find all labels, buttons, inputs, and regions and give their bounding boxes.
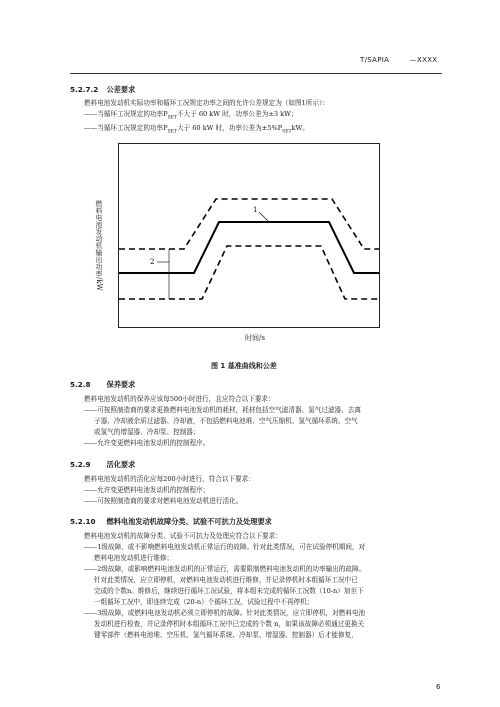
paragraph-line: 一组循环工况中，即连续完成（20-n）个循环工况，试验过程中不再停机； [94, 598, 314, 606]
section-title: 活化要求 [106, 460, 136, 469]
section-body [84, 394, 444, 449]
subscript: SET [167, 115, 177, 121]
section-number: 5.2.7.2 [70, 85, 99, 94]
header-rule [70, 73, 442, 74]
figure-x-label: 时间/s [245, 334, 265, 342]
callout-1-leader [259, 212, 269, 222]
paragraph-line: 键零部件（燃料电池堆、空压机、氢气循环系统、冷却泵、增湿器、控制器）后才能修复， [94, 631, 358, 639]
section-heading [70, 517, 272, 527]
reference-curve [119, 222, 379, 273]
paragraph-line: 针对此类情况，应立即停机，对燃料电池发动机进行维修，并记录停机时本组循环工况中已 [94, 576, 358, 584]
paragraph-line: 完成的个数n。维修后，继续进行循环工况试验，将本组未完成的循环工况数（10-n）加至下 [94, 587, 364, 595]
section-heading [70, 380, 135, 390]
callout-2-label: 2 [150, 258, 155, 266]
standard-number: —XXXX [409, 56, 438, 64]
figure-y-label: 燃料电池发动机输出功率/kW [95, 199, 103, 291]
section-number: 5.2.9 [70, 460, 91, 469]
section-title: 公差要求 [106, 85, 136, 94]
figure-frame [118, 143, 380, 328]
section-body [84, 531, 444, 641]
paragraph-line: ——1级故障，或不影响燃料电池发动机正常运行的故障。针对此类情况，可在试验停机期间，对 [84, 543, 366, 551]
paragraph-line: 发动机进行检查，并记录停机时本组循环工况中已完成的个数 n，如果该故障必须通过更换关 [94, 620, 365, 628]
paragraph-line: ——可按照制造商的要求对燃料电池发动机进行活化。 [84, 497, 243, 505]
section-body [84, 98, 444, 138]
section-title: 燃料电池发动机故障分类、试验不可抗力及处理要求 [106, 517, 272, 526]
paragraph-line: ——允许变更燃料电池发动机的控制程序。 [84, 439, 210, 447]
line-lead: ——当循环工况规定的功率P [84, 124, 168, 133]
paragraph-line: 燃料电池发动机实际功率和循环工况规定功率之间的允许公差规定为（如图1所示）： [84, 99, 329, 107]
paragraph-line: ——3级故障，或燃料电池发动机必须立即停机的故障。针对此类情况，应立即停机，对燃料电池 [84, 609, 366, 617]
paragraph-line: 燃料电池发动机的保养应该每500小时进行，且应符合以下要求： [84, 395, 275, 403]
section-number: 5.2.8 [70, 380, 91, 389]
line-rest: 不大于 60 kW 时，功率公差为±3 kW； [176, 110, 298, 118]
callout-1-label: 1 [253, 206, 258, 214]
paragraph-line [84, 123, 444, 137]
paragraph-line: 燃料电池发动机的活化应每200小时进行，符合以下要求： [84, 475, 255, 483]
paragraph-line: 子器、冷却液余质过滤器、冷却液，不包括燃料电池堆、空气压缩机、氢气循环系统、空气 [94, 417, 358, 425]
section-title: 保养要求 [106, 380, 136, 389]
paragraph-line: 或氢气的增湿器、冷却泵、控制器； [94, 428, 200, 436]
paragraph-line: ——2级故障，或影响燃料电池发动机的正常运行，需要限制燃料电池发动机的功率输出的故障。 [84, 565, 366, 573]
baseline-tolerance-chart [119, 144, 379, 327]
page-number: 6 [436, 683, 441, 691]
subscript: SET [282, 129, 292, 135]
section-body [84, 474, 444, 507]
upper-tolerance-curve [119, 199, 379, 249]
paragraph-line [84, 109, 444, 123]
standard-code: T/SAPIA [360, 56, 390, 64]
subscript: SET [167, 129, 177, 135]
page-header [360, 56, 455, 64]
figure-caption: 图 1 基准曲线和公差 [211, 362, 277, 370]
section-heading [70, 85, 135, 95]
line-rest: 大于 60 kW 时，功率公差为±5%P [176, 124, 283, 133]
section-heading [70, 460, 135, 470]
line-end: kW。 [291, 124, 309, 133]
line-lead: ——当循环工况规定的功率P [84, 110, 168, 118]
paragraph-line: ——允许变更燃料电池发动机的控制程序； [84, 486, 210, 494]
paragraph-line: ——可按照制造商的要求更换燃料电池发动机的耗材，耗材包括空气滤清器、氢气过滤器、去离 [84, 406, 361, 414]
section-number: 5.2.10 [70, 517, 96, 526]
paragraph-line: 燃料电池发动机的故障分类、试验不可抗力及处理应符合以下要求： [84, 532, 282, 540]
paragraph-line: 燃料电池发动机进行维修； [94, 554, 174, 562]
